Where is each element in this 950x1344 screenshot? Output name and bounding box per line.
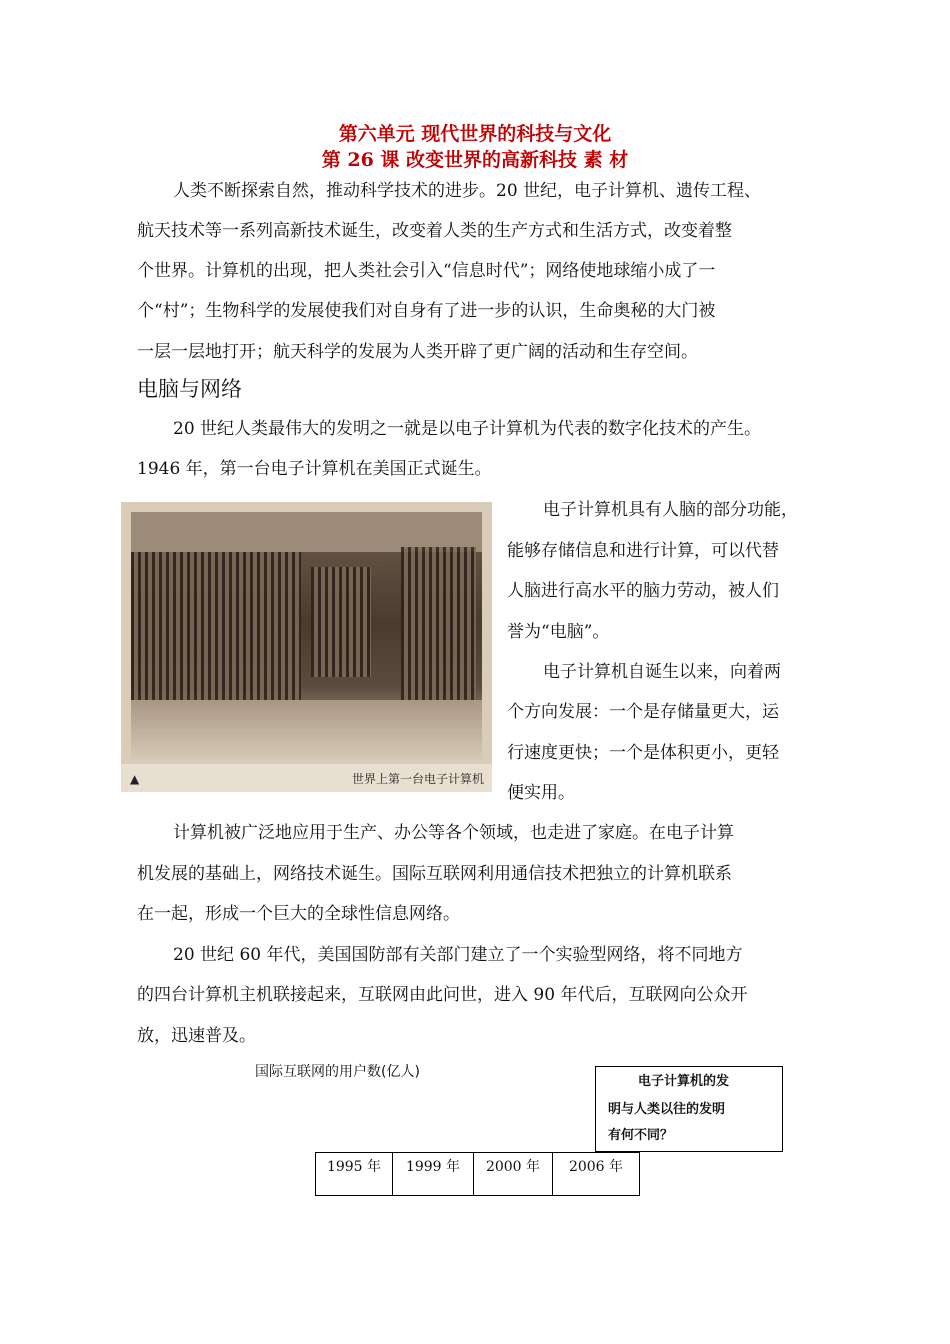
section-heading: 电脑与网络 (137, 377, 242, 401)
year-cell-1995: 1995 年 (316, 1153, 393, 1196)
p2-line-4: 20 世纪 60 年代，美国国防部有关部门建立了一个实验型网络，将不同地方 (173, 945, 743, 965)
intro-line-4: 个“村”；生物科学的发展使我们对自身有了进一步的认识，生命奥秘的大门被 (137, 301, 716, 321)
question-line-3: 有何不同？ (608, 1128, 674, 1143)
p1-line-2: 1946 年，第一台电子计算机在美国正式诞生。 (137, 459, 492, 479)
p2-line-6: 放，迅速普及。 (137, 1026, 256, 1046)
question-line-1: 电子计算机的发 (638, 1074, 730, 1089)
side-line-4: 誉为“电脑”。 (507, 622, 610, 642)
year-cell-1999: 1999 年 (393, 1153, 474, 1196)
side-line-2: 能够存储信息和进行计算，可以代替 (507, 541, 779, 561)
side-line-1: 电子计算机具有人脑的部分功能， (543, 500, 798, 520)
p2-line-1: 计算机被广泛地应用于生产、办公等各个领域，也走进了家庭。在电子计算 (173, 823, 734, 843)
intro-line-2: 航天技术等一系列高新技术诞生，改变着人类的生产方式和生活方式，改变着整 (137, 221, 732, 241)
p2-line-5: 的四台计算机主机联接起来，互联网由此问世，进入 90 年代后，互联网向公众开 (137, 985, 748, 1005)
side-line-5: 电子计算机自诞生以来，向着两 (543, 662, 781, 682)
side-line-7: 行速度更快；一个是体积更小，更轻 (507, 743, 779, 763)
intro-line-5: 一层一层地打开；航天科学的发展为人类开辟了更广阔的活动和生存空间。 (137, 342, 698, 362)
caption-triangle-icon: ▲ (130, 772, 140, 786)
chart-title: 国际互联网的用户数(亿人) (255, 1064, 420, 1080)
p1-line-1: 20 世纪人类最伟大的发明之一就是以电子计算机为代表的数字化技术的产生。 (173, 419, 762, 439)
intro-line-1: 人类不断探索自然，推动科学技术的进步。20 世纪，电子计算机、遗传工程、 (173, 181, 762, 201)
question-box (595, 1066, 783, 1152)
side-line-3: 人脑进行高水平的脑力劳动，被人们 (507, 581, 779, 601)
side-line-8: 便实用。 (507, 783, 575, 803)
side-line-6: 个方向发展：一个是存储量更大，运 (507, 702, 779, 722)
computer-room-image (131, 512, 482, 760)
p2-line-2: 机发展的基础上，网络技术诞生。国际互联网利用通信技术把独立的计算机联系 (137, 864, 732, 884)
intro-line-3: 个世界。计算机的出现，把人类社会引入“信息时代”；网络使地球缩小成了一 (137, 261, 716, 281)
photo-caption: 世界上第一台电子计算机 (351, 772, 484, 786)
year-cell-2006: 2006 年 (553, 1153, 640, 1196)
question-line-2: 明与人类以往的发明 (608, 1102, 726, 1117)
year-table (315, 1152, 640, 1196)
lesson-title: 第 26 课 改变世界的高新科技 素 材 (321, 149, 629, 171)
p2-line-3: 在一起，形成一个巨大的全球性信息网络。 (137, 904, 460, 924)
unit-title: 第六单元 现代世界的科技与文化 (338, 123, 612, 145)
table-row (316, 1153, 640, 1196)
year-cell-2000: 2000 年 (474, 1153, 553, 1196)
first-computer-photo (121, 502, 492, 792)
